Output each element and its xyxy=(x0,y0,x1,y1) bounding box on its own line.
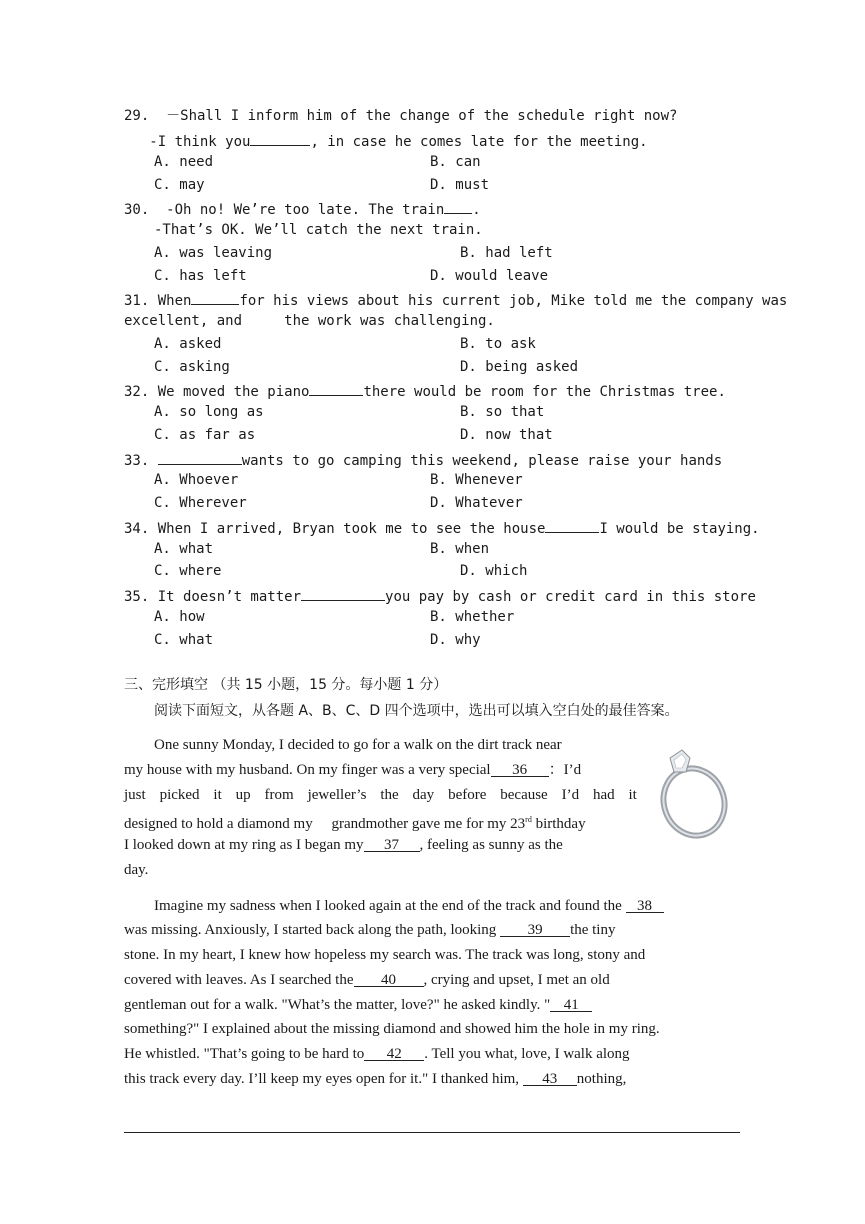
answer-blank xyxy=(301,585,385,601)
option-a: A. what xyxy=(154,541,214,557)
option-d: D. Whatever xyxy=(430,495,523,511)
option-b: B. can xyxy=(430,154,481,170)
option-d: D. why xyxy=(430,632,481,648)
passage-line: Imagine my sadness when I looked again at the end of the track and found the 38 xyxy=(154,897,664,915)
answer-blank xyxy=(309,380,363,396)
cloze-blank-43: 43 xyxy=(523,1070,577,1086)
option-c: C. as far as xyxy=(154,427,256,443)
answer-blank xyxy=(158,449,242,465)
passage-line: stone. In my heart, I knew how hopeless my search was. The track was long, stony and xyxy=(124,947,646,963)
question-33-stem: 33. wants to go camping this weekend, please raise your hands xyxy=(124,449,722,470)
cloze-blank-38: 38 xyxy=(626,897,664,913)
option-b: B. when xyxy=(430,541,490,557)
question-31-stem: 31. When for his views about his current job, Mike told me the company was xyxy=(124,289,787,310)
cloze-blank-36: 36 xyxy=(491,761,549,777)
passage-line: covered with leaves. As I searched the 40 , crying and upset, I met an old xyxy=(124,972,610,988)
question-30-stem: 30. -Oh no! We’re too late. The train . xyxy=(124,198,481,219)
option-d: D. which xyxy=(460,563,528,579)
option-d: D. must xyxy=(430,177,490,193)
cloze-blank-41: 41 xyxy=(550,996,592,1012)
section-title: 三、完形填空 （共 15 小题，15 分。每小题 1 分） xyxy=(124,677,448,693)
option-c: C. what xyxy=(154,632,214,648)
question-31-line2: excellent, and the work was challenging. xyxy=(124,313,495,329)
question-29-stem: 29. －Shall I inform him of the change of the schedule right now? xyxy=(124,108,678,124)
option-c: C. may xyxy=(154,177,205,193)
question-34-stem: 34. When I arrived, Bryan took me to see the house I would be staying. xyxy=(124,517,760,538)
option-b: B. whether xyxy=(430,609,515,625)
option-d: D. now that xyxy=(460,427,553,443)
option-a: A. how xyxy=(154,609,205,625)
option-c: C. where xyxy=(154,563,222,579)
option-a: A. need xyxy=(154,154,214,170)
section-instruction: 阅读下面短文，从各题 A、B、C、D 四个选项中，选出可以填入空白处的最佳答案。 xyxy=(154,703,679,719)
option-c: C. asking xyxy=(154,359,230,375)
option-b: B. had left xyxy=(460,245,553,261)
cloze-blank-37: 37 xyxy=(364,836,420,852)
option-d: D. would leave xyxy=(430,268,549,284)
option-d: D. being asked xyxy=(460,359,579,375)
passage-line: He whistled. "That’s going to be hard to 42 . Tell you what, love, I walk along xyxy=(124,1046,630,1062)
option-a: A. Whoever xyxy=(154,472,239,488)
question-30-line2: -That’s OK. We’ll catch the next train. xyxy=(154,222,483,238)
question-32-stem: 32. We moved the piano there would be room for the Christmas tree. xyxy=(124,380,726,401)
question-29-line2: -I think you , in case he comes late for the meeting. xyxy=(124,130,648,151)
passage-line: designed to hold a diamond my grandmother gave me for my 23rd birthday xyxy=(124,815,586,832)
passage-line: this track every day. I’ll keep my eyes open for it." I thanked him, 43 nothing, xyxy=(124,1071,627,1087)
footer-divider xyxy=(124,1132,740,1133)
question-35-stem: 35. It doesn’t matter you pay by cash or credit card in this store xyxy=(124,585,756,606)
answer-blank xyxy=(191,289,239,305)
option-a: A. so long as xyxy=(154,404,264,420)
answer-blank xyxy=(545,517,599,533)
answer-blank xyxy=(444,198,472,214)
cloze-blank-40: 40 xyxy=(354,971,424,987)
answer-blank xyxy=(250,130,310,146)
option-a: A. asked xyxy=(154,336,222,352)
passage-line: gentleman out for a walk. "What’s the matter, love?" he asked kindly. " 41 xyxy=(124,996,592,1014)
passage-line: I looked down at my ring as I began my 37 , feeling as sunny as the xyxy=(124,837,563,853)
passage-line: my house with my husband. On my finger was a very special 36 ：I’d xyxy=(124,762,582,778)
option-b: B. Whenever xyxy=(430,472,523,488)
passage-line: was missing. Anxiously, I started back along the path, looking 39 the tiny xyxy=(124,922,616,938)
option-c: C. has left xyxy=(154,268,247,284)
passage-line: something?" I explained about the missing diamond and showed him the hole in my ring. xyxy=(124,1021,660,1037)
option-a: A. was leaving xyxy=(154,245,273,261)
option-b: B. to ask xyxy=(460,336,536,352)
cloze-blank-42: 42 xyxy=(364,1045,424,1061)
cloze-blank-39: 39 xyxy=(500,921,570,937)
passage-line: day. xyxy=(124,862,149,878)
diamond-ring-icon xyxy=(652,740,732,840)
passage-line: One sunny Monday, I decided to go for a walk on the dirt track near xyxy=(154,737,562,753)
option-c: C. Wherever xyxy=(154,495,247,511)
passage-line: just picked it up from jeweller’s the day before because I’d had it xyxy=(124,787,637,803)
option-b: B. so that xyxy=(460,404,545,420)
